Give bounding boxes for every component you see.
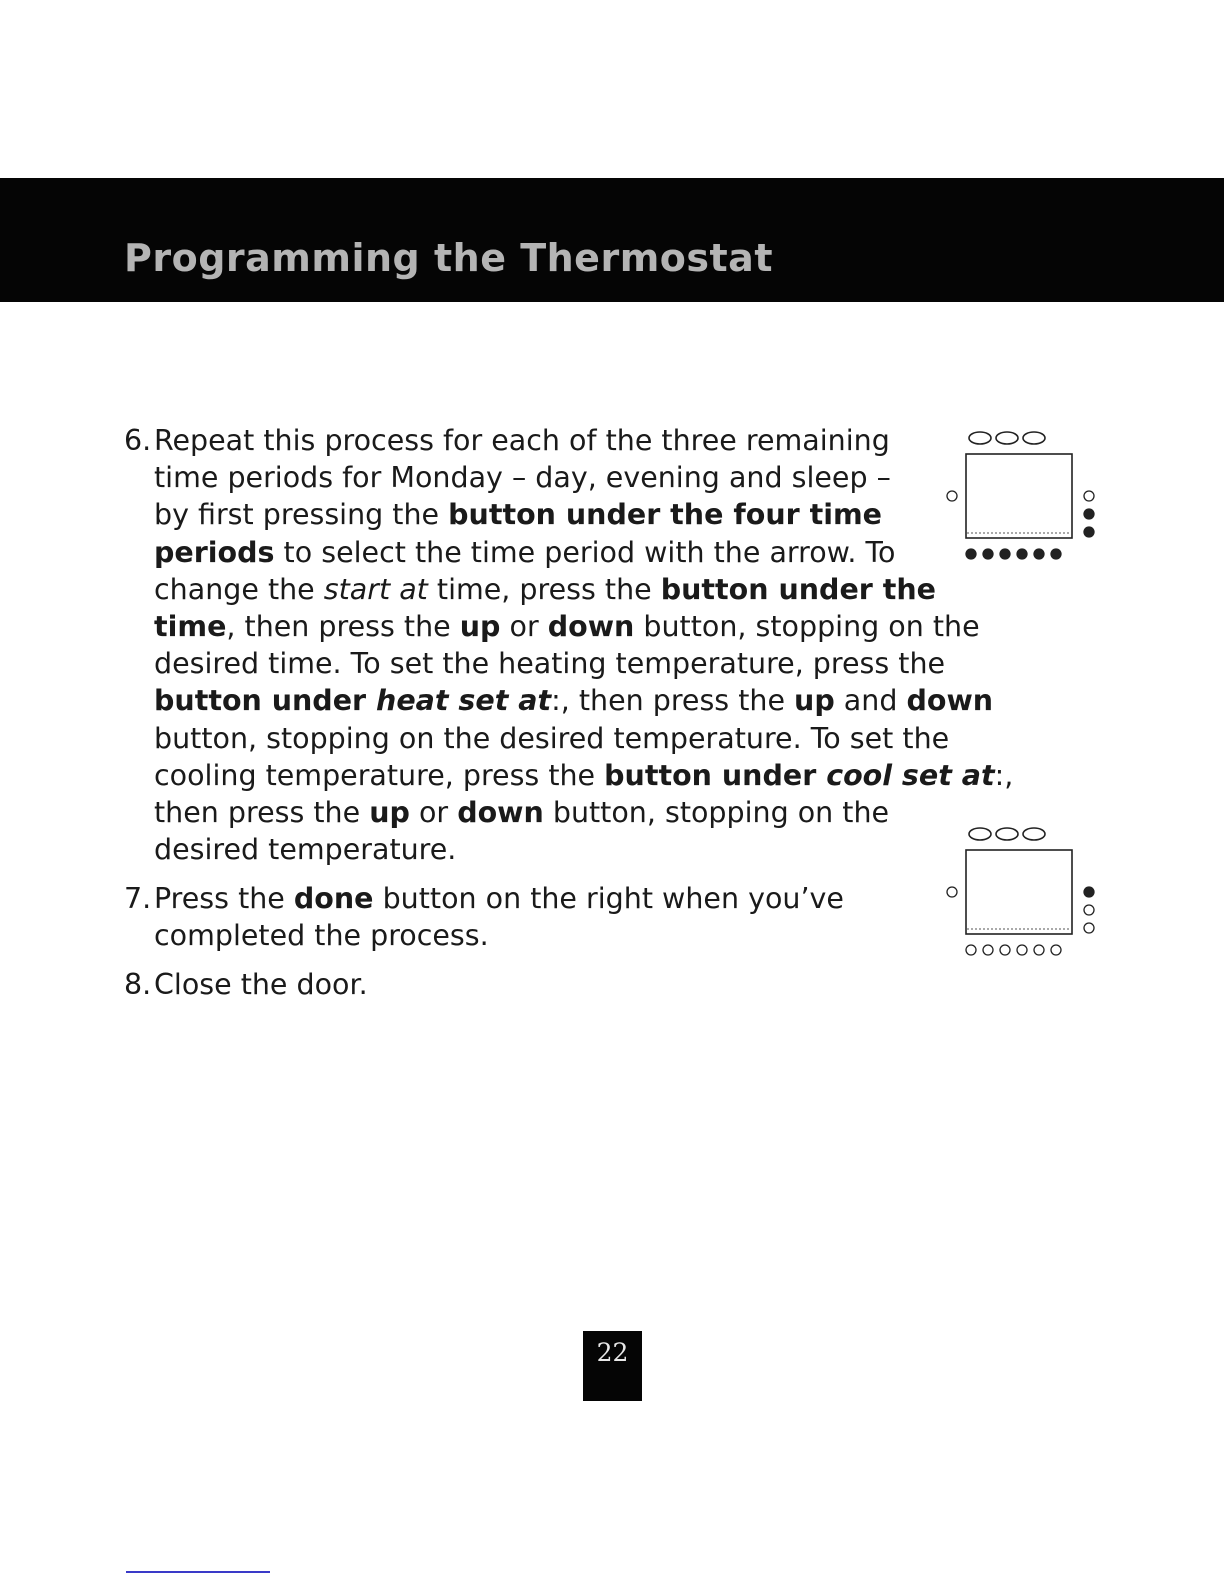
thermostat-diagram-bottom — [940, 820, 1100, 970]
step-text-line — [154, 967, 368, 1003]
top-oval-button — [969, 828, 991, 840]
step-text-line — [154, 609, 980, 645]
text-run: up — [794, 684, 835, 718]
left-button — [947, 887, 957, 897]
text-run: button under the — [660, 572, 936, 606]
text-run: Press the — [154, 882, 294, 915]
text-run: :, — [994, 758, 1014, 792]
footer-rule — [126, 1571, 270, 1573]
top-oval-button — [1023, 828, 1045, 840]
right-button — [1084, 887, 1094, 897]
page-number: 22 — [596, 1338, 629, 1367]
right-button — [1084, 923, 1094, 933]
step-text-line — [154, 646, 945, 682]
bottom-button — [1051, 549, 1061, 559]
text-run: button on the right when you’ve — [373, 882, 844, 915]
text-run: button under — [154, 684, 377, 718]
text-run: time, press the — [427, 572, 661, 606]
bottom-button — [1034, 549, 1044, 559]
bottom-button — [1034, 945, 1044, 955]
step-text-line — [154, 535, 895, 571]
text-run: or — [500, 610, 548, 643]
text-run: down — [457, 796, 544, 829]
right-button — [1084, 905, 1094, 915]
step-text-line — [154, 423, 890, 459]
bottom-button — [983, 549, 993, 559]
bottom-button — [1000, 549, 1010, 559]
text-run: cool set at — [826, 758, 995, 792]
bottom-button — [1017, 549, 1027, 559]
text-run: button under — [604, 758, 827, 792]
step-text-line — [154, 795, 889, 831]
text-run: Close the door. — [154, 968, 368, 1001]
text-run: Repeat this process for each of the three remaining — [154, 424, 890, 457]
text-run: and — [834, 684, 907, 718]
right-button — [1084, 509, 1094, 519]
text-run: up — [369, 796, 410, 829]
text-run: time periods for Monday – day, evening and sleep – — [154, 461, 891, 495]
bottom-button — [1000, 945, 1010, 955]
right-button — [1084, 527, 1094, 537]
page-number-box — [583, 1331, 642, 1401]
step-text-line — [154, 497, 882, 533]
right-button — [1084, 491, 1094, 501]
text-run: completed the process. — [154, 919, 489, 953]
step-text-line — [154, 758, 1013, 794]
text-run: :, then press the — [551, 684, 795, 718]
text-run: button, stopping on the — [543, 796, 890, 829]
text-run: , then press the — [226, 610, 460, 643]
text-run: desired time. To set the heating temperature, press the — [154, 647, 946, 681]
page-title: Programming the Thermostat — [124, 236, 773, 280]
step-text-line — [154, 721, 949, 757]
display-screen — [966, 454, 1072, 538]
step-number: 7. — [124, 882, 152, 915]
text-run: up — [459, 610, 501, 643]
text-run: cooling temperature, press the — [154, 758, 605, 792]
bottom-button — [966, 945, 976, 955]
step-text-line — [154, 572, 936, 608]
text-run: or — [409, 796, 458, 829]
step-text-line — [154, 683, 993, 719]
top-oval-button — [1023, 432, 1045, 444]
text-run: button under the four time — [448, 498, 883, 532]
step-text-line — [154, 832, 456, 868]
step-text-line — [154, 881, 844, 917]
text-run: start at — [323, 572, 428, 606]
text-run: periods — [154, 535, 275, 569]
step-number: 8. — [124, 968, 152, 1001]
left-button — [947, 491, 957, 501]
text-run: time — [154, 610, 227, 643]
text-run: then press the — [154, 796, 370, 829]
text-run: button, stopping on the — [634, 610, 980, 643]
step-text-line — [154, 460, 891, 496]
text-run: down — [547, 610, 635, 643]
text-run: heat set at — [376, 684, 552, 718]
text-run: desired temperature. — [154, 833, 457, 867]
text-run: by first pressing the — [154, 498, 449, 532]
top-oval-button — [969, 432, 991, 444]
bottom-button — [983, 945, 993, 955]
thermostat-diagram-top — [940, 424, 1100, 574]
step-text-line — [154, 918, 489, 954]
bottom-button — [966, 549, 976, 559]
text-run: button, stopping on the desired temperature. To set the — [154, 721, 950, 755]
top-oval-button — [996, 432, 1018, 444]
text-run: down — [906, 684, 994, 718]
top-oval-button — [996, 828, 1018, 840]
step-number: 6. — [124, 424, 152, 457]
text-run: to select the time period with the arrow. To — [274, 535, 896, 569]
bottom-button — [1017, 945, 1027, 955]
text-run: done — [293, 882, 374, 915]
bottom-button — [1051, 945, 1061, 955]
display-screen — [966, 850, 1072, 934]
text-run: change the — [154, 572, 324, 606]
